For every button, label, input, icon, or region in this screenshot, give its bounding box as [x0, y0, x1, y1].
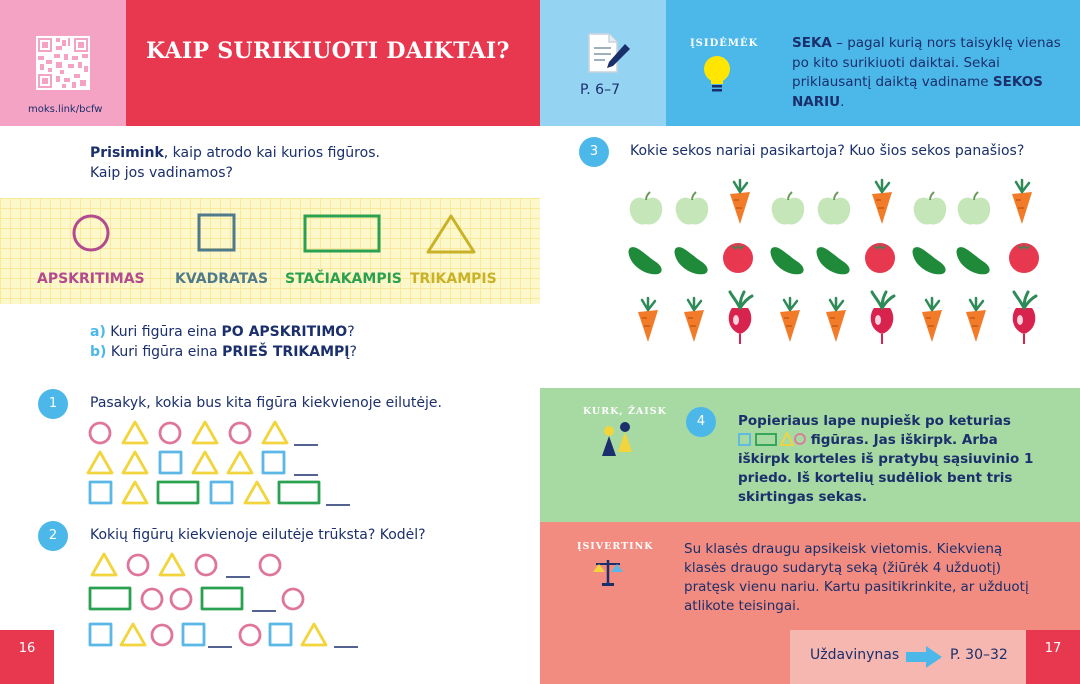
seka-definition [792, 34, 1062, 112]
seka-end: . [840, 93, 845, 110]
arrow-right-icon [906, 646, 942, 668]
figures-people-icon [600, 420, 636, 460]
question-b-bold: PRIEŠ TRIKAMPĮ [222, 344, 350, 360]
isivertink-label: ĮSIVERTINK [577, 541, 654, 552]
question-a-text: Kuri figūra eina [105, 324, 222, 340]
shape-label-rectangle: STAČIAKAMPIS [285, 271, 402, 287]
page-number-16: 16 [0, 630, 54, 684]
pages-reference: P. 6–7 [580, 82, 620, 98]
mini-shapes-icon [738, 432, 806, 446]
lightbulb-icon [701, 54, 733, 94]
task1-sequences [86, 418, 356, 514]
page-title: KAIP SURIKIUOTI DAIKTAI? [146, 38, 510, 64]
isivertink-text: Su klasės draugu apsikeisk vietomis. Kiekvieną klasės draugo sudarytą seką (žiūrėk 4 užduotį) pratęsk vienu nariu. Kartu pasitikrinkite, ar užduotį atlikote teisingai. [684, 541, 1029, 614]
seka-def: – pagal kurią nors taisyklę vienas po kito surikiuoti daiktai. Sekai priklausantį daiktą vadiname [792, 35, 1061, 90]
prisimink-bold: Prisimink [90, 145, 164, 161]
qr-link[interactable]: moks.link/bcfw [28, 104, 103, 115]
prisimink-rest: , kaip atrodo kai kurios figūros. [163, 145, 380, 161]
question-a-end: ? [347, 324, 355, 340]
produce-sequences [622, 174, 1058, 364]
task4-text [738, 412, 1038, 507]
prisimink-line2: Kaip jos vadinamos? [90, 165, 233, 181]
uzdavinynas-pages: P. 30–32 [950, 647, 1008, 663]
question-a-letter: a) [90, 324, 106, 340]
shape-label-square: KVADRATAS [175, 271, 269, 287]
task-number-1: 1 [38, 389, 68, 419]
shape-label-triangle: TRIKAMPIS [410, 271, 497, 287]
square-shape-icon [196, 212, 238, 254]
task-number-3: 3 [579, 137, 609, 167]
triangle-shape-icon [424, 212, 478, 256]
task1-text: Pasakyk, kokia bus kita figūra kiekvienoje eilutėje. [90, 395, 442, 411]
task3-text: Kokie sekos nariai pasikartoja? Kuo šios sekos panašios? [630, 143, 1025, 159]
task2-text: Kokių figūrų kiekvienoje eilutėje trūksta? Kodėl? [90, 527, 426, 543]
circle-shape-icon [70, 212, 112, 254]
task4-rest: figūras. Jas iškirpk. Arba iškirpk korteles iš pratybų sąsiuvinio 1 priedo. Iš kortelių sudėliok bent tris skirtingas sekas. [738, 432, 1034, 505]
task-number-2: 2 [38, 521, 68, 551]
task2-sequences [86, 550, 366, 650]
balance-scale-icon [592, 556, 624, 588]
prisimink-text [90, 143, 470, 183]
questions-ab [90, 322, 357, 362]
kurk-zaisk-label: KURK, ŽAISK [583, 406, 667, 417]
uzdavinynas-label: Uždavinynas [810, 647, 900, 663]
question-b-letter: b) [90, 344, 107, 360]
rectangle-shape-icon [302, 213, 382, 255]
question-b-end: ? [349, 344, 357, 360]
question-a-bold: PO APSKRITIMO [221, 324, 348, 340]
page-number-17: 17 [1026, 630, 1080, 684]
task4-line1: Popieriaus lape nupiešk po keturias [738, 413, 1011, 429]
task-number-4: 4 [686, 407, 716, 437]
document-pencil-icon [585, 32, 633, 76]
qr-code-icon[interactable] [36, 36, 90, 90]
seka-member: SEKOS NARIU [792, 74, 1043, 110]
isidemek-label: ĮSIDĖMĖK [690, 38, 759, 49]
seka-term: SEKA [792, 35, 832, 51]
shape-label-circle: APSKRITIMAS [37, 271, 145, 287]
question-b-text: Kuri figūra eina [106, 344, 223, 360]
